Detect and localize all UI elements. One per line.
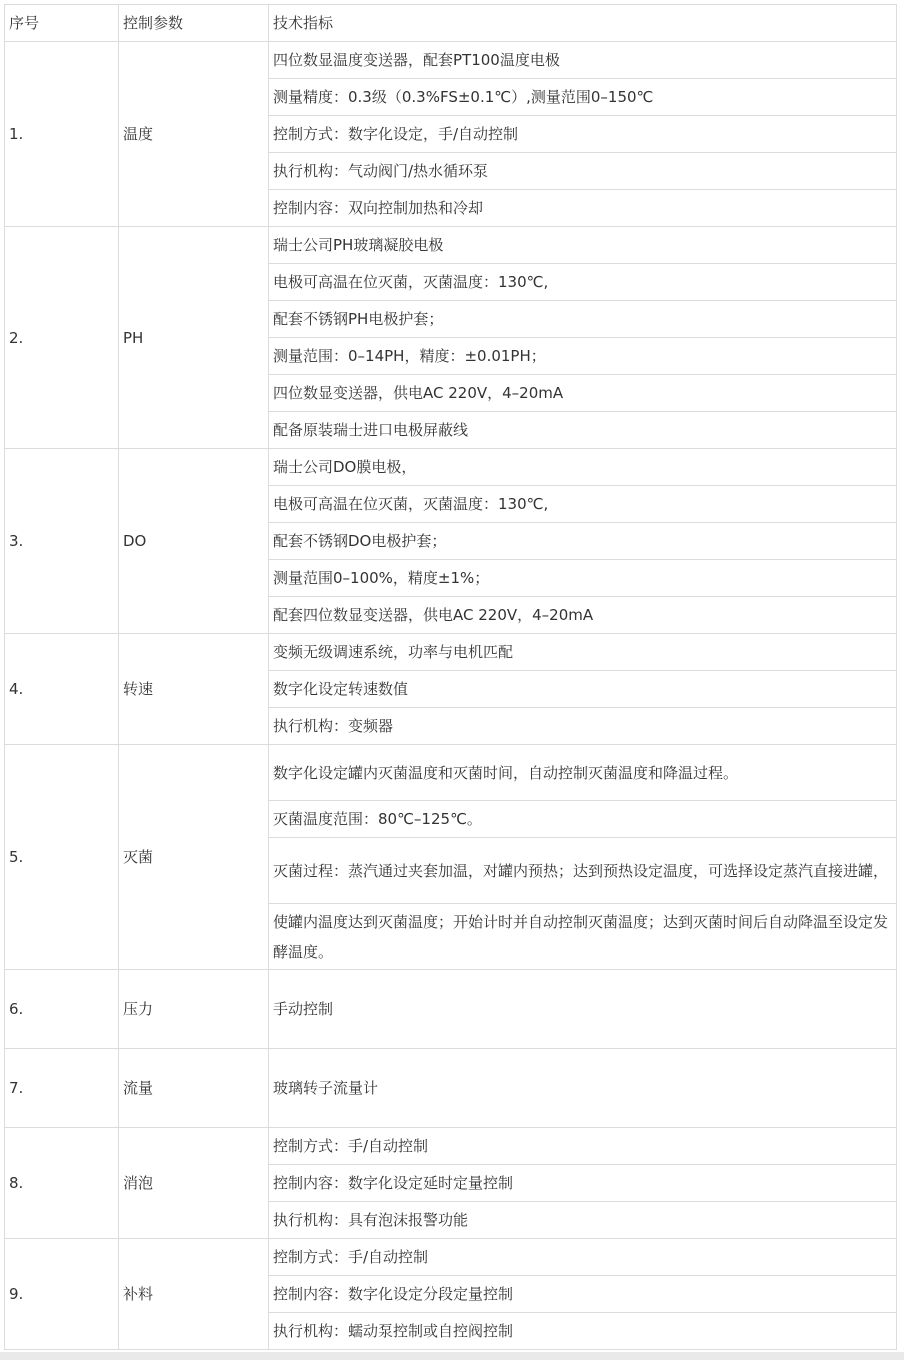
spec-table: [4, 4, 897, 1350]
row-param: 灭菌: [119, 745, 269, 970]
spec-cell: 灭菌温度范围：80℃–125℃。: [269, 801, 897, 838]
spec-cell: 配备原装瑞士进口电极屏蔽线: [269, 412, 897, 449]
spec-cell: 配套不锈钢PH电极护套；: [269, 301, 897, 338]
table-row: [5, 227, 897, 264]
table-row: [5, 1049, 897, 1128]
row-index: 5.: [5, 745, 119, 970]
row-param: 压力: [119, 970, 269, 1049]
row-param: 转速: [119, 634, 269, 745]
table-row: [5, 449, 897, 486]
row-param: 流量: [119, 1049, 269, 1128]
row-param: 消泡: [119, 1128, 269, 1239]
spec-cell: 配套四位数显变送器，供电AC 220V，4–20mA: [269, 597, 897, 634]
spec-cell: 控制方式：手/自动控制: [269, 1239, 897, 1276]
spec-cell: 变频无级调速系统，功率与电机匹配: [269, 634, 897, 671]
spec-cell: 四位数显变送器，供电AC 220V，4–20mA: [269, 375, 897, 412]
table-row: [5, 970, 897, 1049]
spec-cell: 四位数显温度变送器，配套PT100温度电极: [269, 42, 897, 79]
row-index: 1.: [5, 42, 119, 227]
spec-cell: 数字化设定罐内灭菌温度和灭菌时间，自动控制灭菌温度和降温过程。: [269, 745, 897, 801]
spec-cell: 测量范围0–100%，精度±1%；: [269, 560, 897, 597]
row-index: 8.: [5, 1128, 119, 1239]
table-row: [5, 634, 897, 671]
row-param: 温度: [119, 42, 269, 227]
table-row: [5, 1128, 897, 1165]
spec-cell: 灭菌过程：蒸汽通过夹套加温，对罐内预热；达到预热设定温度，可选择设定蒸汽直接进罐，: [269, 838, 897, 904]
row-index: 6.: [5, 970, 119, 1049]
spec-cell: 瑞士公司DO膜电极，: [269, 449, 897, 486]
row-index: 2.: [5, 227, 119, 449]
spec-cell: 控制内容：数字化设定分段定量控制: [269, 1276, 897, 1313]
spec-cell: 执行机构：气动阀门/热水循环泵: [269, 153, 897, 190]
bottom-bar: [0, 1352, 904, 1360]
spec-cell: 控制方式：数字化设定，手/自动控制: [269, 116, 897, 153]
spec-cell: 测量范围：0–14PH，精度：±0.01PH；: [269, 338, 897, 375]
row-index: 7.: [5, 1049, 119, 1128]
row-index: 4.: [5, 634, 119, 745]
row-param: DO: [119, 449, 269, 634]
spec-cell: 手动控制: [269, 970, 897, 1049]
spec-cell: 执行机构：具有泡沫报警功能: [269, 1202, 897, 1239]
row-param: 补料: [119, 1239, 269, 1350]
header-param: 控制参数: [119, 5, 269, 42]
row-param: PH: [119, 227, 269, 449]
spec-cell: 测量精度：0.3级（0.3%FS±0.1℃）,测量范围0–150℃: [269, 79, 897, 116]
spec-cell: 控制方式：手/自动控制: [269, 1128, 897, 1165]
spec-cell: 使罐内温度达到灭菌温度；开始计时并自动控制灭菌温度；达到灭菌时间后自动降温至设定发酵温度。: [269, 904, 897, 970]
spec-cell: 执行机构：蠕动泵控制或自控阀控制: [269, 1313, 897, 1350]
spec-cell: 控制内容：数字化设定延时定量控制: [269, 1165, 897, 1202]
table-row: [5, 745, 897, 801]
spec-cell: 控制内容：双向控制加热和冷却: [269, 190, 897, 227]
table-row: [5, 42, 897, 79]
row-index: 3.: [5, 449, 119, 634]
spec-cell: 瑞士公司PH玻璃凝胶电极: [269, 227, 897, 264]
header-row: [5, 5, 897, 42]
header-spec: 技术指标: [269, 5, 897, 42]
spec-cell: 执行机构：变频器: [269, 708, 897, 745]
header-index: 序号: [5, 5, 119, 42]
spec-cell: 电极可高温在位灭菌，灭菌温度：130℃,: [269, 264, 897, 301]
spec-cell: 玻璃转子流量计: [269, 1049, 897, 1128]
spec-cell: 配套不锈钢DO电极护套；: [269, 523, 897, 560]
spec-cell: 电极可高温在位灭菌，灭菌温度：130℃,: [269, 486, 897, 523]
table-row: [5, 1239, 897, 1276]
spec-cell: 数字化设定转速数值: [269, 671, 897, 708]
row-index: 9.: [5, 1239, 119, 1350]
